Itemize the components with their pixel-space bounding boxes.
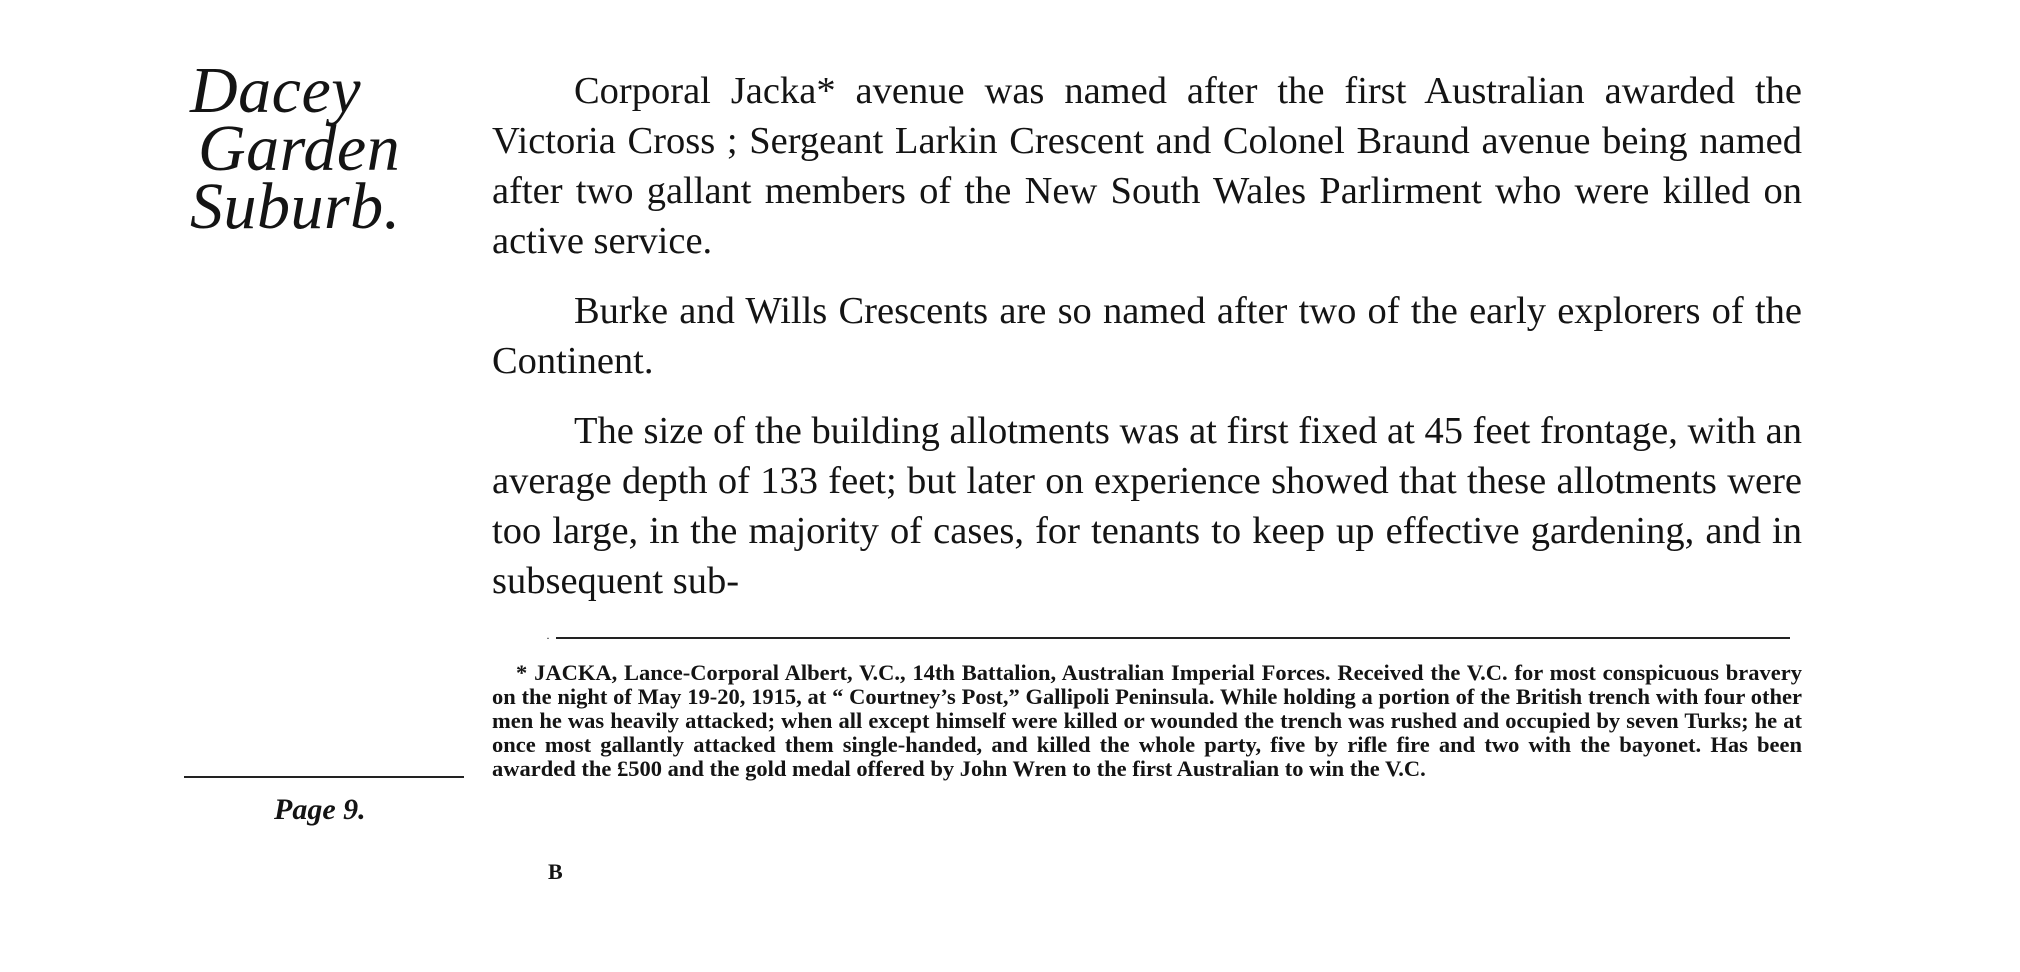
footnote-text: * JACKA, Lance-Corporal Albert, V.C., 14th Battalion, Australian Imperial Forces. Received the V.C. for most conspicuous bravery on the night of May 19-20, 1915, at “ Courtney’s Post,” Gallipoli Peninsula. While holding a portion of the British trench with four other men he was heavily attacked; when all except himself were killed or wounded the trench was rushed and occupied by seven Turks; he at once most gallantly attacked them single-handed, and killed the whole party, five by rifle fire and two with the bayonet. Has been awarded the £500 and the gold medal offered by John Wren to the first Australian to win the V.C. <box>492 660 1802 781</box>
side-title-line-2: Garden <box>198 112 401 185</box>
side-title-line-3: Suburb. <box>190 170 401 243</box>
margin-divider <box>184 776 464 778</box>
side-title <box>186 54 486 243</box>
body-paragraph-2: Burke and Wills Crescents are so named after two of the early explorers of the Continent. <box>492 290 1802 382</box>
signature-mark: B <box>548 859 563 884</box>
body-paragraph-3: The size of the building allotments was at first fixed at 45 feet frontage, with an average depth of 133 feet; but later on experience showed that these allotments were too large, in the majority of cases, for tenants to keep up effective gardening, and in subsequent sub- <box>492 410 1802 602</box>
body-paragraph-1: Corporal Jacka* avenue was named after the first Australian awarded the Victoria Cross ; Sergeant Larkin Crescent and Colonel Braund avenue being named after two gallant members of the New South Wales Parlirment who were killed on active service. <box>492 70 1802 262</box>
rule-mark: · <box>546 631 550 645</box>
footnote <box>492 661 1802 781</box>
body-text <box>492 66 1802 626</box>
page-number: Page 9. <box>274 793 366 826</box>
footnote-divider <box>556 637 1790 639</box>
side-title-line-1: Dacey <box>190 54 362 127</box>
